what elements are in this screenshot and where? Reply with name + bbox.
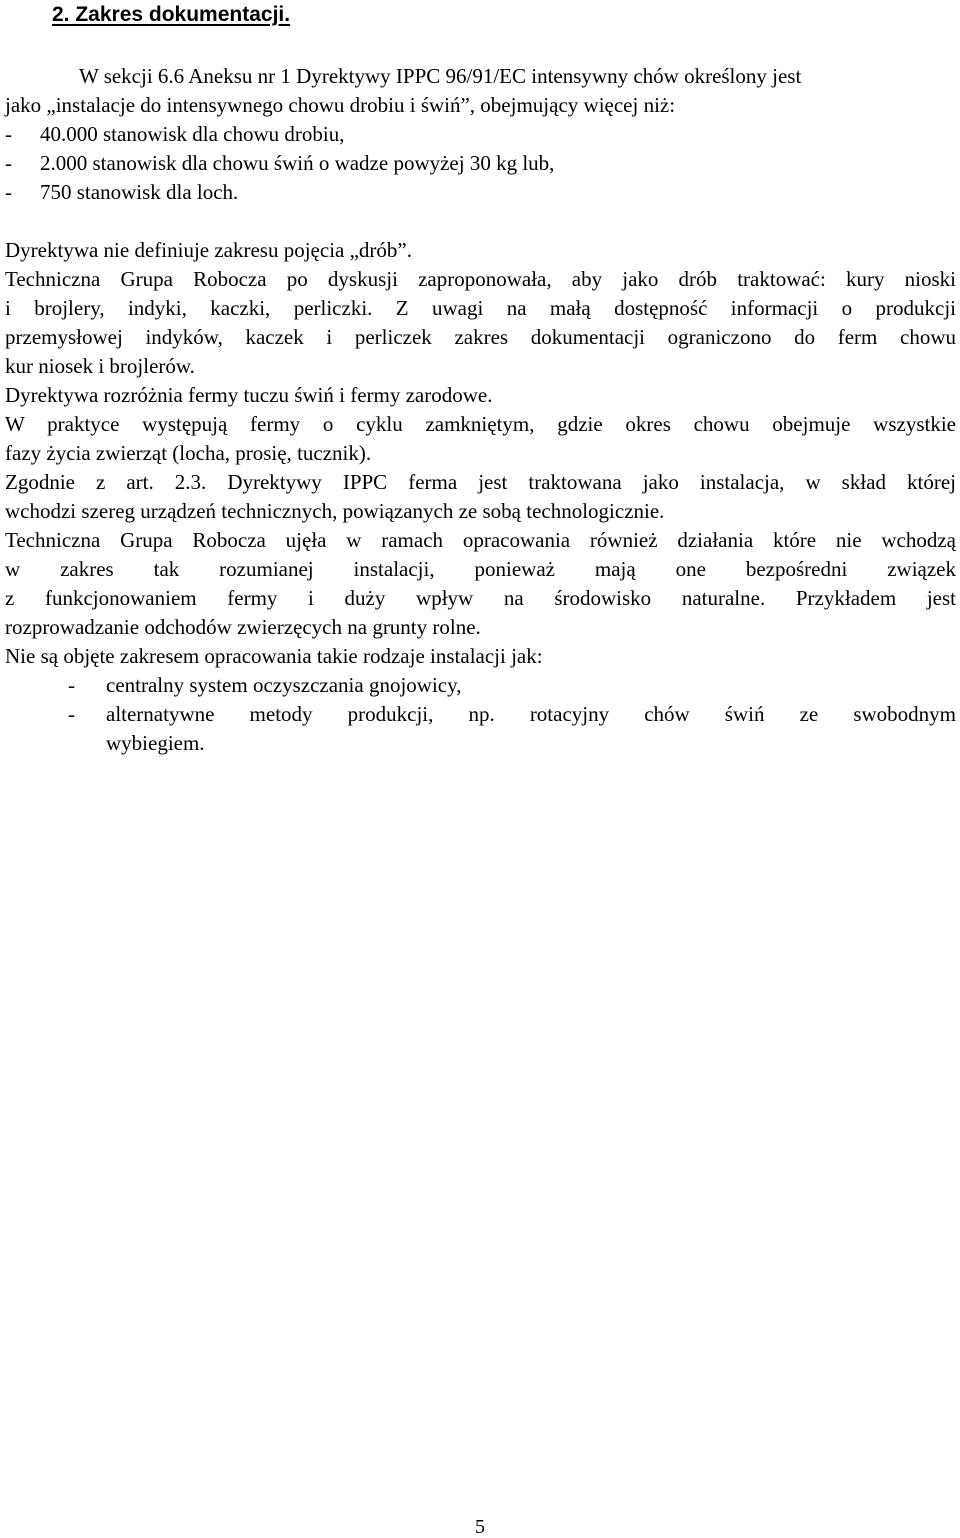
body-line: z funkcjonowaniem fermy i duży wpływ na środowisko naturalne. Przykładem jest — [5, 586, 956, 610]
exclusion-list — [5, 671, 956, 758]
page-number: 5 — [475, 1516, 485, 1538]
intro-line: W sekcji 6.6 Aneksu nr 1 Dyrektywy IPPC 96/91/EC intensywny chów określony jest — [79, 64, 802, 88]
list-item-text: 40.000 stanowisk dla chowu drobiu, — [40, 122, 345, 146]
body-line: Dyrektywa rozróżnia fermy tuczu świń i fermy zarodowe. — [5, 383, 493, 407]
section-heading: 2. Zakres dokumentacji. — [52, 3, 291, 26]
body-line: i brojlery, indyki, kaczki, perliczki. Z uwagi na małą dostępność informacji o produkcji — [5, 296, 956, 320]
list-item-text: 750 stanowisk dla loch. — [40, 180, 239, 204]
body-line: W praktyce występują fermy o cyklu zamkniętym, gdzie okres chowu obejmuje wszystkie — [5, 412, 956, 436]
list-item — [5, 120, 956, 149]
body-line: Dyrektywa nie definiuje zakresu pojęcia „drób”. — [5, 238, 412, 262]
list-item — [5, 149, 956, 178]
body-line: Techniczna Grupa Robocza po dyskusji zaproponowała, aby jako drób traktować: kury nioski — [5, 267, 956, 291]
body-line: przemysłowej indyków, kaczek i perliczek zakres dokumentacji ograniczono do ferm chowu — [5, 325, 956, 349]
list-dash: - — [5, 151, 12, 175]
body-line: wchodzi szereg urządzeń technicznych, powiązanych ze sobą technologicznie. — [5, 499, 665, 523]
list-dash: - — [68, 673, 75, 697]
body-line: rozprowadzanie odchodów zwierzęcych na grunty rolne. — [5, 615, 481, 639]
list-item — [5, 671, 956, 700]
intro-paragraph — [5, 62, 956, 120]
list-item-text: centralny system oczyszczania gnojowicy, — [106, 673, 462, 697]
body-line: Zgodnie z art. 2.3. Dyrektywy IPPC ferma jest traktowana jako instalacja, w skład której — [5, 470, 956, 494]
list-item — [5, 700, 956, 729]
body-line: kur niosek i brojlerów. — [5, 354, 195, 378]
list-item — [5, 178, 956, 207]
body-line: Nie są objęte zakresem opracowania takie rodzaje instalacji jak: — [5, 644, 543, 668]
body-text — [5, 236, 956, 671]
list-dash: - — [5, 180, 12, 204]
list-item-text: 2.000 stanowisk dla chowu świń o wadze powyżej 30 kg lub, — [40, 151, 555, 175]
list-item-continuation: wybiegiem. — [106, 731, 205, 755]
threshold-list — [5, 120, 956, 207]
intro-line: jako „instalacje do intensywnego chowu drobiu i świń”, obejmujący więcej niż: — [5, 93, 676, 117]
body-line: fazy życia zwierząt (locha, prosię, tucznik). — [5, 441, 372, 465]
list-dash: - — [5, 122, 12, 146]
body-line: w zakres tak rozumianej instalacji, ponieważ mają one bezpośredni związek — [5, 557, 956, 581]
list-item-text: alternatywne metody produkcji, np. rotacyjny chów świń ze swobodnym — [106, 702, 956, 726]
body-line: Techniczna Grupa Robocza ujęła w ramach opracowania również działania które nie wchodzą — [5, 528, 956, 552]
list-dash: - — [68, 702, 75, 726]
